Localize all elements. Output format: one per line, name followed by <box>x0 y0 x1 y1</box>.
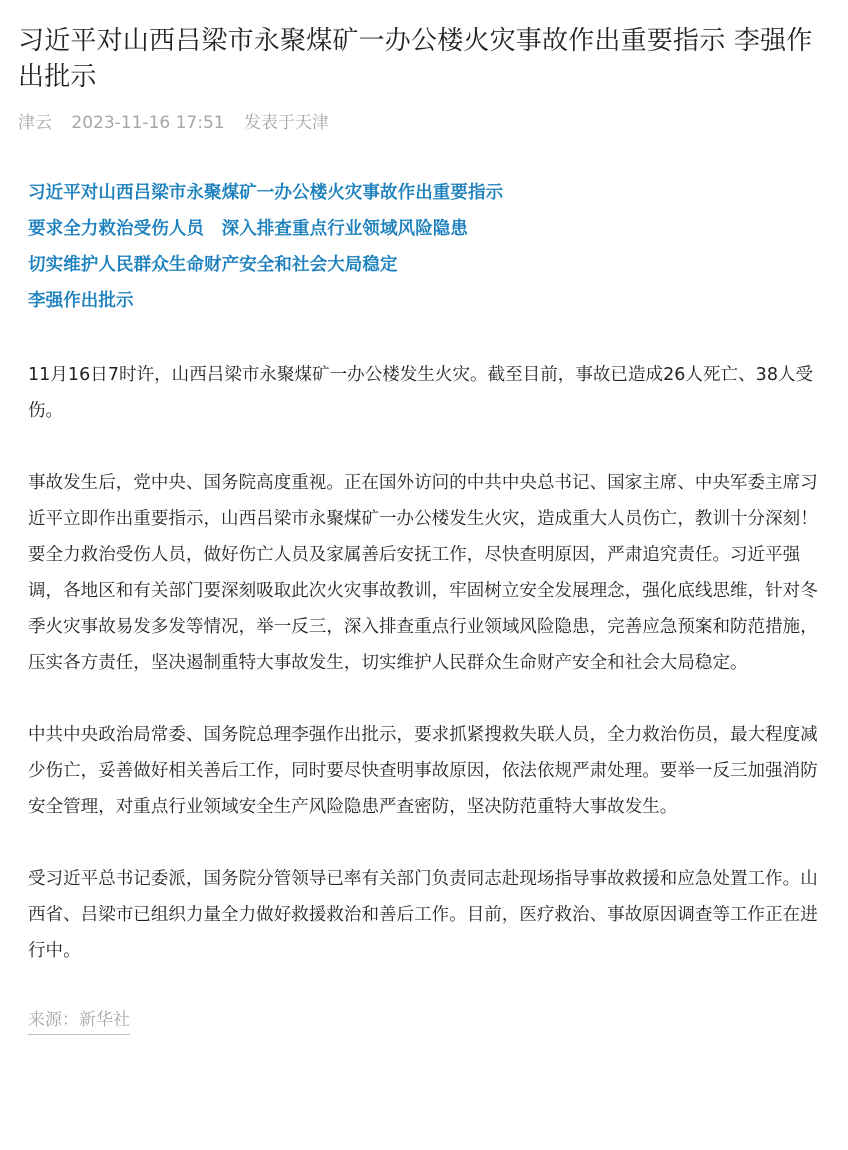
author-link[interactable]: 津云 <box>18 113 52 133</box>
body-paragraph: 事故发生后，党中央、国务院高度重视。正在国外访问的中共中央总书记、国家主席、中央军委主席习近平立即作出重要指示，山西吕梁市永聚煤矿一办公楼发生火灾，造成重大人员伤亡，教训十分深刻！要全力救治受伤人员，做好伤亡人员及家属善后安抚工作，尽快查明原因，严肃追究责任。习近平强调，各地区和有关部门要深刻吸取此次火灾事故教训，牢固树立安全发展理念，强化底线思维，针对冬季火灾事故易发多发等情况，举一反三，深入排查重点行业领域风险隐患，完善应急预案和防范措施，压实各方责任，坚决遏制重特大事故发生，切实维护人民群众生命财产安全和社会大局稳定。 <box>28 473 818 673</box>
summary-line: 要求全力救治受伤人员 深入排查重点行业领域风险隐患 <box>28 219 468 239</box>
publish-time: 2023-11-16 17:51 <box>71 113 225 133</box>
publish-location: 发表于天津 <box>244 113 330 133</box>
article-content <box>18 175 820 1035</box>
body-paragraph: 受习近平总书记委派，国务院分管领导已率有关部门负责同志赴现场指导事故救援和应急处置工作。山西省、吕梁市已组织力量全力做好救援救治和善后工作。目前，医疗救治、事故原因调查等工作正在进行中。 <box>28 869 818 961</box>
body-paragraph: 11月16日7时许，山西吕梁市永聚煤矿一办公楼发生火灾。截至目前，事故已造成26人死亡、38人受伤。 <box>28 365 814 421</box>
summary-line: 李强作出批示 <box>28 291 134 311</box>
article-source: 来源：新华社 <box>28 1007 130 1035</box>
summary-line: 切实维护人民群众生命财产安全和社会大局稳定 <box>28 255 398 275</box>
body-paragraph: 中共中央政治局常委、国务院总理李强作出批示，要求抓紧搜救失联人员，全力救治伤员，最大程度减少伤亡，妥善做好相关善后工作，同时要尽快查明事故原因，依法依规严肃处理。要举一反三加强消防安全管理，对重点行业领域安全生产风险隐患严查密防，坚决防范重特大事故发生。 <box>28 725 818 817</box>
article-meta <box>18 111 820 135</box>
article-title: 习近平对山西吕梁市永聚煤矿一办公楼火灾事故作出重要指示 李强作出批示 <box>18 26 813 92</box>
summary-block <box>28 175 820 319</box>
summary-line: 习近平对山西吕梁市永聚煤矿一办公楼火灾事故作出重要指示 <box>28 183 504 203</box>
